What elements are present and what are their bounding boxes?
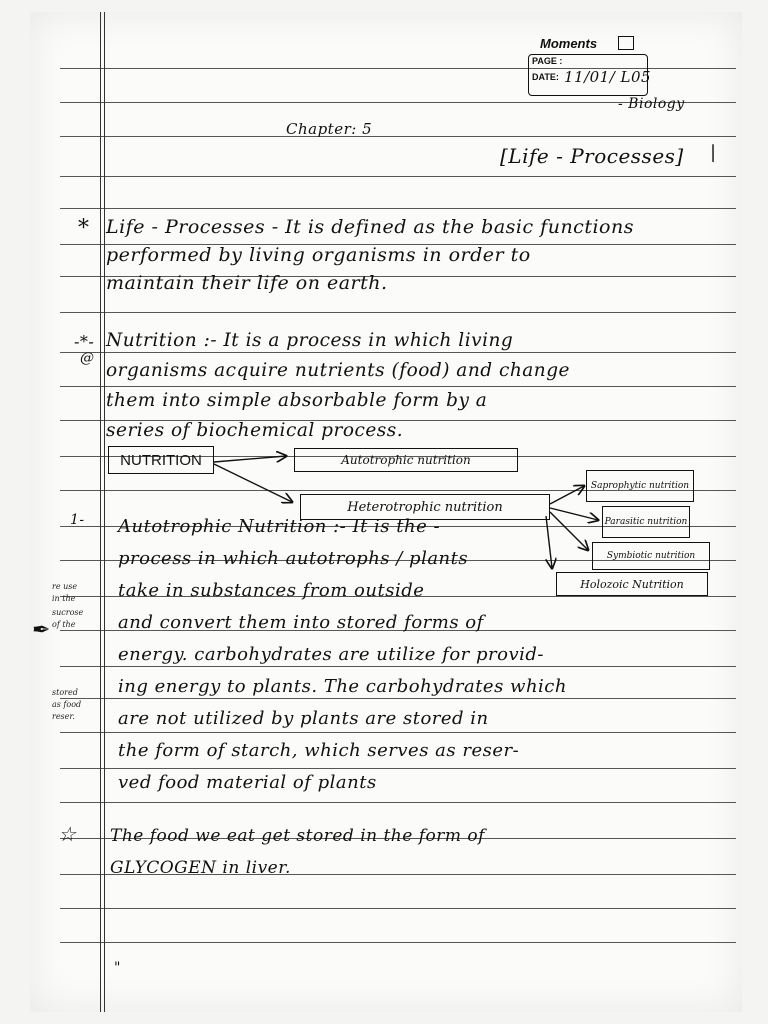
margin-note: sucrose [52, 608, 84, 617]
autotrophic-line: are not utilized by plants are stored in [118, 708, 489, 729]
stamp-brand: Moments [540, 36, 598, 51]
margin-note: reser. [52, 712, 75, 721]
autotrophic-line: ing energy to plants. The carbohydrates which [118, 676, 567, 697]
autotrophic-line: the form of starch, which serves as reser- [118, 740, 520, 761]
nutrition-line: organisms acquire nutrients (food) and change [106, 360, 570, 381]
footer-mark: " [114, 960, 121, 976]
glycogen-line: GLYCOGEN in liver. [110, 858, 291, 878]
nutrition-line: Nutrition :- It is a process in which living [106, 330, 514, 351]
autotrophic-line: take in substances from outside [118, 580, 425, 601]
autotrophic-line: and convert them into stored forms of [118, 612, 484, 633]
autotrophic-line: ved food material of plants [118, 772, 377, 793]
nutrition-line: series of biochemical process. [106, 420, 404, 441]
stamp-date-value: 11/01/ L05 [564, 68, 652, 86]
nutrition-marker: -*- [74, 332, 95, 351]
glycogen-marker: ☆ [58, 822, 77, 846]
margin-note: as food [52, 700, 82, 709]
diagram-heterotrophic: Heterotrophic nutrition [300, 494, 550, 520]
title-tick: | [710, 142, 717, 163]
margin-note: re use [52, 582, 78, 591]
page-title: [Life - Processes] [500, 144, 684, 168]
margin-note: stored [52, 688, 78, 697]
diagram-autotrophic: Autotrophic nutrition [294, 448, 518, 472]
margin-note: in the [52, 594, 76, 603]
diagram-holozoic: Holozoic Nutrition [556, 572, 708, 596]
pen-mark-icon: ✒ [32, 618, 51, 643]
definition-marker: * [78, 216, 90, 241]
diagram-saprophytic: Saprophytic nutrition [586, 470, 694, 502]
definition-line: maintain their life on earth. [106, 272, 388, 294]
autotrophic-marker: 1- [70, 512, 85, 528]
autotrophic-line: Autotrophic Nutrition :- It is the - [118, 516, 441, 537]
stamp-page-label: PAGE : [532, 56, 563, 66]
diagram-root-nutrition: NUTRITION [108, 446, 214, 474]
autotrophic-line: process in which autotrophs / plants [118, 548, 469, 569]
subject-label: - Biology [618, 96, 685, 112]
nutrition-line: them into simple absorbable form by a [106, 390, 488, 411]
glycogen-line: The food we eat get stored in the form of [110, 826, 485, 846]
chapter-label: Chapter: 5 [286, 120, 373, 138]
margin-note: of the [52, 620, 76, 629]
definition-line: performed by living organisms in order to [106, 244, 531, 266]
diagram-symbiotic: Symbiotic nutrition [592, 542, 710, 570]
definition-line: Life - Processes - It is defined as the basic functions [106, 216, 634, 238]
stamp-date-label: DATE: [532, 72, 559, 82]
notebook-page [30, 12, 742, 1012]
diagram-parasitic: Parasitic nutrition [602, 506, 690, 538]
autotrophic-line: energy. carbohydrates are utilize for provid- [118, 644, 544, 665]
nutrition-margin-symbol: @ [80, 350, 95, 366]
